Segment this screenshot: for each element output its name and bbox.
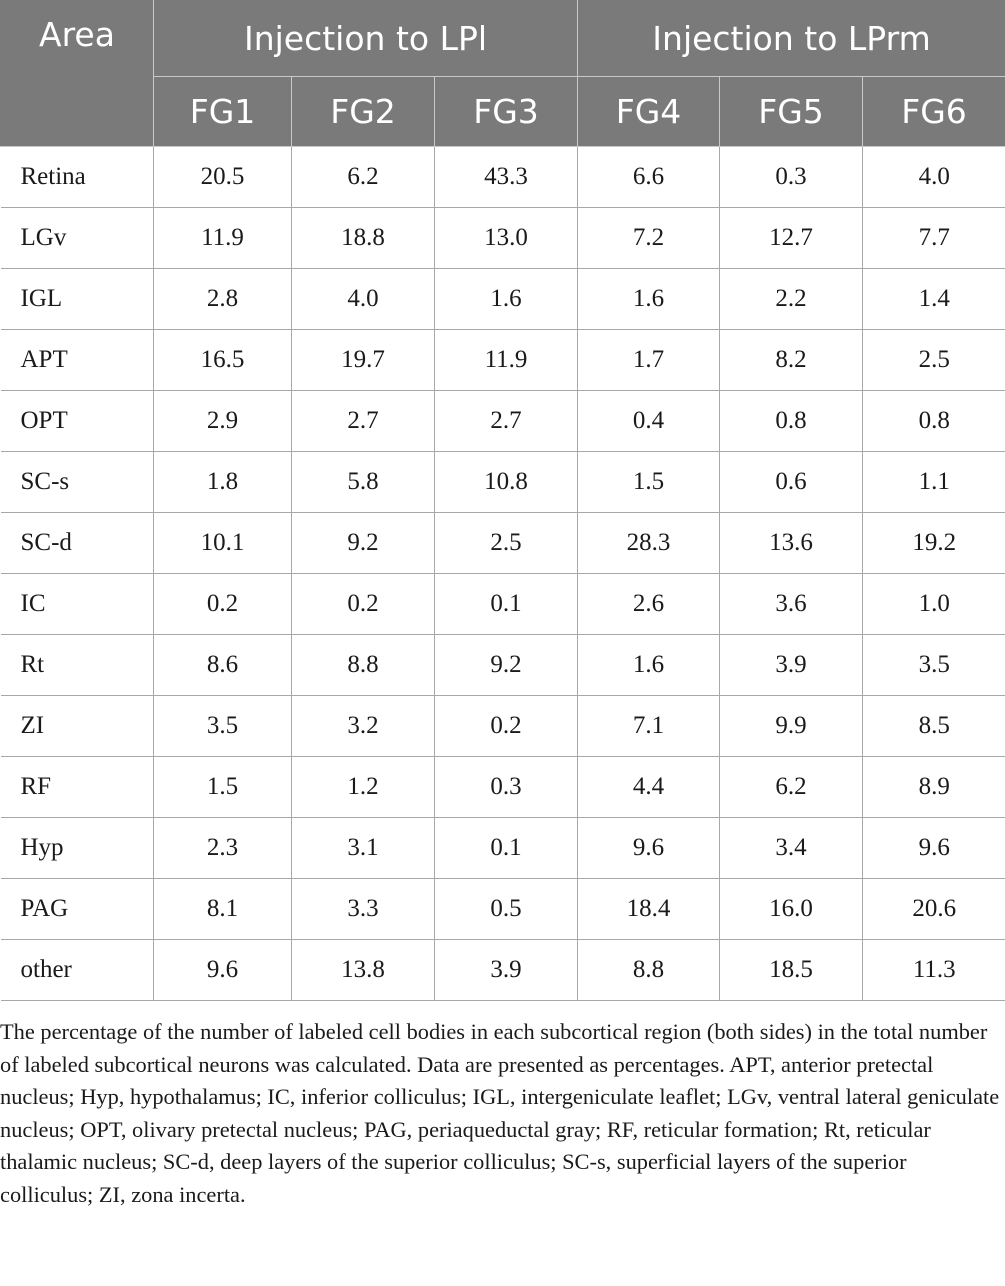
value-cell-fg1: 8.6 [154, 635, 292, 696]
value-cell-fg6: 4.0 [863, 147, 1005, 208]
value-cell-fg4: 1.6 [578, 635, 720, 696]
value-cell-fg6: 1.4 [863, 269, 1005, 330]
value-cell-fg1: 0.2 [154, 574, 292, 635]
table-row [1, 147, 1005, 208]
value-cell-fg5: 12.7 [720, 208, 863, 269]
value-cell-fg5: 18.5 [720, 940, 863, 1001]
table-caption: The percentage of the number of labeled cell bodies in each subcortical region (both sides) in the total number of labeled subcortical neurons was calculated. Data are presented as percentages. APT, anterior pretectal nucleus; Hyp, hypothalamus; IC, inferior colliculus; IGL, intergeniculate leaflet; LGv, ventral lateral geniculate nucleus; OPT, olivary pretectal nucleus; PAG, periaqueductal gray; RF, reticular formation; Rt, reticular thalamic nucleus; SC-d, deep layers of the superior colliculus; SC-s, superficial layers of the superior colliculus; ZI, zona incerta. [0, 1019, 1000, 1207]
table-row [1, 818, 1005, 879]
header-fg3: FG3 [435, 77, 578, 147]
value-cell-fg5: 9.9 [720, 696, 863, 757]
value-cell-fg3: 0.1 [435, 818, 578, 879]
value-cell-fg6: 11.3 [863, 940, 1005, 1001]
value-cell-fg6: 8.9 [863, 757, 1005, 818]
area-cell: APT [1, 330, 154, 391]
value-cell-fg2: 3.2 [292, 696, 435, 757]
value-cell-fg5: 0.3 [720, 147, 863, 208]
area-cell: Retina [1, 147, 154, 208]
area-cell: PAG [1, 879, 154, 940]
value-cell-fg3: 2.7 [435, 391, 578, 452]
value-cell-fg1: 8.1 [154, 879, 292, 940]
value-cell-fg1: 11.9 [154, 208, 292, 269]
value-cell-fg2: 18.8 [292, 208, 435, 269]
value-cell-fg4: 9.6 [578, 818, 720, 879]
table-header [1, 1, 1005, 147]
value-cell-fg5: 3.4 [720, 818, 863, 879]
value-cell-fg1: 16.5 [154, 330, 292, 391]
table-row [1, 452, 1005, 513]
header-area: Area [1, 1, 154, 147]
area-cell: IC [1, 574, 154, 635]
value-cell-fg3: 3.9 [435, 940, 578, 1001]
area-cell: Rt [1, 635, 154, 696]
value-cell-fg4: 1.5 [578, 452, 720, 513]
value-cell-fg4: 7.2 [578, 208, 720, 269]
value-cell-fg6: 1.0 [863, 574, 1005, 635]
value-cell-fg1: 10.1 [154, 513, 292, 574]
value-cell-fg3: 11.9 [435, 330, 578, 391]
value-cell-fg1: 2.9 [154, 391, 292, 452]
table-row [1, 391, 1005, 452]
value-cell-fg2: 3.1 [292, 818, 435, 879]
value-cell-fg1: 2.3 [154, 818, 292, 879]
value-cell-fg6: 19.2 [863, 513, 1005, 574]
value-cell-fg6: 2.5 [863, 330, 1005, 391]
table-row [1, 635, 1005, 696]
table-row [1, 574, 1005, 635]
area-cell: IGL [1, 269, 154, 330]
value-cell-fg2: 6.2 [292, 147, 435, 208]
value-cell-fg2: 9.2 [292, 513, 435, 574]
value-cell-fg3: 10.8 [435, 452, 578, 513]
value-cell-fg4: 0.4 [578, 391, 720, 452]
value-cell-fg1: 1.5 [154, 757, 292, 818]
value-cell-fg2: 8.8 [292, 635, 435, 696]
value-cell-fg6: 1.1 [863, 452, 1005, 513]
value-cell-fg4: 7.1 [578, 696, 720, 757]
value-cell-fg3: 0.5 [435, 879, 578, 940]
value-cell-fg3: 0.1 [435, 574, 578, 635]
value-cell-fg3: 2.5 [435, 513, 578, 574]
value-cell-fg6: 9.6 [863, 818, 1005, 879]
value-cell-fg2: 19.7 [292, 330, 435, 391]
value-cell-fg3: 13.0 [435, 208, 578, 269]
table-row [1, 330, 1005, 391]
header-fg1: FG1 [154, 77, 292, 147]
value-cell-fg4: 2.6 [578, 574, 720, 635]
value-cell-fg5: 3.6 [720, 574, 863, 635]
value-cell-fg5: 0.8 [720, 391, 863, 452]
header-row-groups [1, 1, 1005, 77]
area-cell: Hyp [1, 818, 154, 879]
value-cell-fg4: 28.3 [578, 513, 720, 574]
value-cell-fg5: 16.0 [720, 879, 863, 940]
area-cell: SC-s [1, 452, 154, 513]
area-cell: other [1, 940, 154, 1001]
value-cell-fg2: 2.7 [292, 391, 435, 452]
value-cell-fg5: 0.6 [720, 452, 863, 513]
value-cell-fg2: 0.2 [292, 574, 435, 635]
value-cell-fg2: 13.8 [292, 940, 435, 1001]
table-row [1, 757, 1005, 818]
value-cell-fg4: 6.6 [578, 147, 720, 208]
value-cell-fg5: 6.2 [720, 757, 863, 818]
header-fg4: FG4 [578, 77, 720, 147]
value-cell-fg3: 0.2 [435, 696, 578, 757]
table-row [1, 208, 1005, 269]
value-cell-fg4: 8.8 [578, 940, 720, 1001]
value-cell-fg6: 3.5 [863, 635, 1005, 696]
value-cell-fg2: 3.3 [292, 879, 435, 940]
table-row [1, 269, 1005, 330]
value-cell-fg4: 1.6 [578, 269, 720, 330]
value-cell-fg3: 1.6 [435, 269, 578, 330]
table-row [1, 696, 1005, 757]
value-cell-fg4: 4.4 [578, 757, 720, 818]
value-cell-fg5: 3.9 [720, 635, 863, 696]
header-fg2: FG2 [292, 77, 435, 147]
value-cell-fg2: 4.0 [292, 269, 435, 330]
table-row [1, 879, 1005, 940]
value-cell-fg3: 43.3 [435, 147, 578, 208]
value-cell-fg2: 5.8 [292, 452, 435, 513]
value-cell-fg3: 0.3 [435, 757, 578, 818]
table-body [1, 147, 1005, 1001]
area-cell: ZI [1, 696, 154, 757]
value-cell-fg3: 9.2 [435, 635, 578, 696]
value-cell-fg4: 1.7 [578, 330, 720, 391]
value-cell-fg4: 18.4 [578, 879, 720, 940]
area-cell: SC-d [1, 513, 154, 574]
value-cell-fg2: 1.2 [292, 757, 435, 818]
area-cell: RF [1, 757, 154, 818]
area-cell: LGv [1, 208, 154, 269]
value-cell-fg6: 8.5 [863, 696, 1005, 757]
value-cell-fg1: 20.5 [154, 147, 292, 208]
value-cell-fg1: 3.5 [154, 696, 292, 757]
value-cell-fg5: 8.2 [720, 330, 863, 391]
table-row [1, 940, 1005, 1001]
value-cell-fg1: 2.8 [154, 269, 292, 330]
area-cell: OPT [1, 391, 154, 452]
header-fg5: FG5 [720, 77, 863, 147]
header-group-lprm: Injection to LPrm [578, 1, 1005, 77]
value-cell-fg6: 20.6 [863, 879, 1005, 940]
table-row [1, 513, 1005, 574]
value-cell-fg1: 1.8 [154, 452, 292, 513]
header-fg6: FG6 [863, 77, 1005, 147]
value-cell-fg5: 13.6 [720, 513, 863, 574]
value-cell-fg6: 7.7 [863, 208, 1005, 269]
header-group-lpl: Injection to LPl [154, 1, 578, 77]
value-cell-fg6: 0.8 [863, 391, 1005, 452]
value-cell-fg5: 2.2 [720, 269, 863, 330]
value-cell-fg1: 9.6 [154, 940, 292, 1001]
